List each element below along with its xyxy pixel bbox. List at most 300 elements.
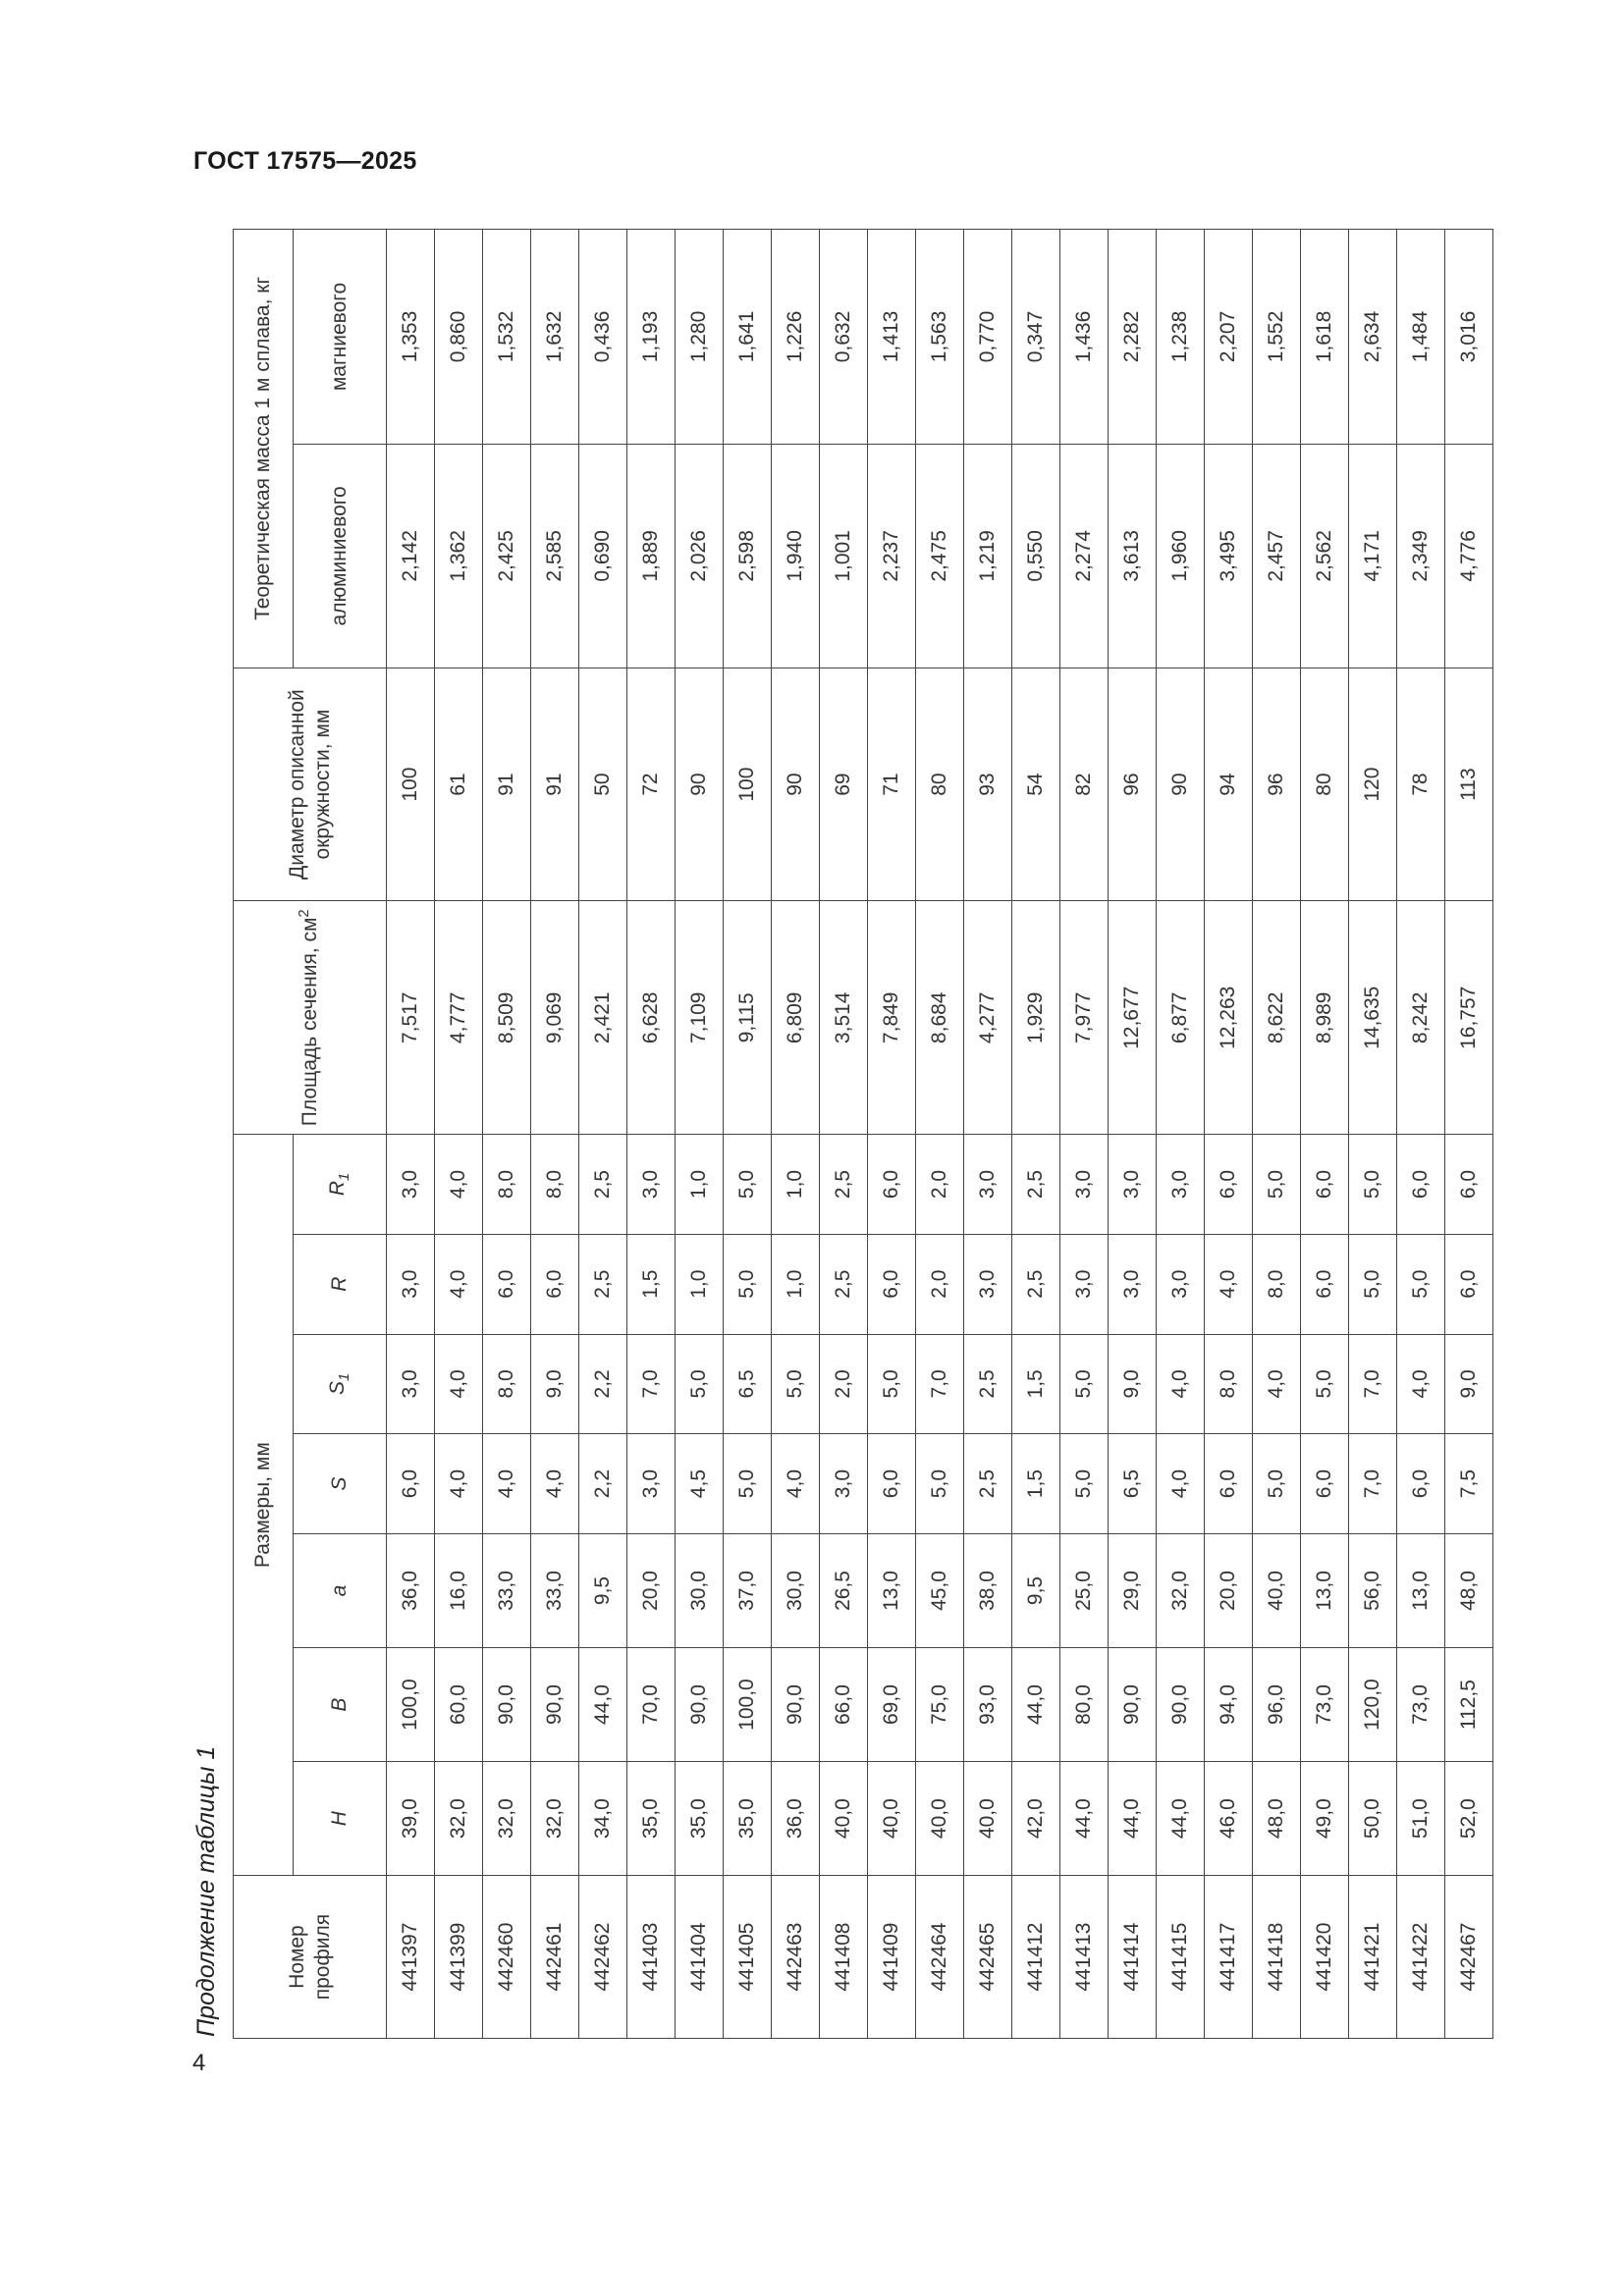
cell-mass-magnesium: 0,632	[820, 230, 868, 445]
cell-H: 35,0	[627, 1762, 676, 1876]
cell-R: 1,5	[627, 1234, 676, 1334]
cell-H: 40,0	[964, 1762, 1012, 1876]
cell-section-area: 16,757	[1445, 901, 1493, 1135]
cell-B: 100,0	[724, 1648, 772, 1762]
cell-mass-aluminium: 1,889	[627, 445, 676, 668]
cell-H: 36,0	[772, 1762, 820, 1876]
cell-mass-magnesium: 0,860	[435, 230, 483, 445]
cell-section-area: 8,989	[1301, 901, 1349, 1135]
cell-H: 52,0	[1445, 1762, 1493, 1876]
table-row	[435, 230, 483, 2039]
cell-S1: 3,0	[387, 1334, 435, 1434]
cell-B: 100,0	[387, 1648, 435, 1762]
cell-H: 35,0	[724, 1762, 772, 1876]
table-row	[916, 230, 964, 2039]
cell-R1: 2,5	[579, 1135, 627, 1235]
cell-R1: 6,0	[1301, 1135, 1349, 1235]
cell-H: 40,0	[868, 1762, 916, 1876]
cell-S: 6,0	[1205, 1434, 1253, 1534]
cell-mass-aluminium: 0,690	[579, 445, 627, 668]
cell-S: 5,0	[724, 1434, 772, 1534]
cell-R1: 8,0	[531, 1135, 579, 1235]
cell-S: 4,0	[531, 1434, 579, 1534]
header-dim-S1-base: S	[326, 1380, 350, 1395]
cell-R: 3,0	[1109, 1234, 1157, 1334]
cell-mass-magnesium: 1,280	[676, 230, 724, 445]
cell-H: 35,0	[676, 1762, 724, 1876]
cell-mass-magnesium: 1,193	[627, 230, 676, 445]
cell-B: 90,0	[1157, 1648, 1205, 1762]
cell-mass-aluminium: 3,495	[1205, 445, 1253, 668]
cell-a: 36,0	[387, 1533, 435, 1647]
cell-H: 44,0	[1157, 1762, 1205, 1876]
cell-B: 93,0	[964, 1648, 1012, 1762]
cell-profile-number: 441420	[1301, 1876, 1349, 2039]
cell-R1: 3,0	[627, 1135, 676, 1235]
cell-S: 5,0	[1253, 1434, 1301, 1534]
table-caption: Продолжение таблицы 1	[192, 1745, 220, 2037]
cell-mass-magnesium: 2,282	[1109, 230, 1157, 445]
cell-R: 3,0	[1157, 1234, 1205, 1334]
table-row	[387, 230, 435, 2039]
cell-mass-aluminium: 2,562	[1301, 445, 1349, 668]
cell-S1: 4,0	[435, 1334, 483, 1434]
cell-R: 6,0	[1301, 1234, 1349, 1334]
cell-B: 90,0	[676, 1648, 724, 1762]
cell-S1: 2,0	[820, 1334, 868, 1434]
cell-section-area: 4,277	[964, 901, 1012, 1135]
cell-R: 6,0	[868, 1234, 916, 1334]
cell-H: 32,0	[531, 1762, 579, 1876]
cell-mass-aluminium: 2,457	[1253, 445, 1301, 668]
cell-S: 2,2	[579, 1434, 627, 1534]
profile-data-table	[233, 229, 1493, 2039]
cell-B: 73,0	[1301, 1648, 1349, 1762]
cell-profile-number: 441399	[435, 1876, 483, 2039]
cell-mass-magnesium: 1,436	[1060, 230, 1109, 445]
cell-S1: 5,0	[1060, 1334, 1109, 1434]
cell-R1: 3,0	[1060, 1135, 1109, 1235]
page-number: 4	[192, 2050, 206, 2076]
cell-section-area: 7,977	[1060, 901, 1109, 1135]
table-row	[1301, 230, 1349, 2039]
cell-diameter: 71	[868, 667, 916, 901]
cell-R: 4,0	[435, 1234, 483, 1334]
cell-R: 6,0	[483, 1234, 531, 1334]
cell-S1: 4,0	[1157, 1334, 1205, 1434]
cell-profile-number: 441418	[1253, 1876, 1301, 2039]
cell-a: 56,0	[1349, 1533, 1397, 1647]
cell-B: 73,0	[1397, 1648, 1445, 1762]
cell-S1: 8,0	[1205, 1334, 1253, 1434]
cell-S1: 9,0	[1445, 1334, 1493, 1434]
header-dimensions-group: Размеры, мм	[234, 1135, 294, 1876]
cell-S1: 9,0	[531, 1334, 579, 1434]
cell-diameter: 96	[1109, 667, 1157, 901]
cell-section-area: 3,514	[820, 901, 868, 1135]
header-section-area	[234, 901, 387, 1135]
cell-mass-magnesium: 1,413	[868, 230, 916, 445]
cell-mass-aluminium: 1,362	[435, 445, 483, 668]
cell-section-area: 9,069	[531, 901, 579, 1135]
cell-H: 39,0	[387, 1762, 435, 1876]
cell-S1: 6,5	[724, 1334, 772, 1434]
cell-S1: 5,0	[772, 1334, 820, 1434]
cell-S: 4,0	[772, 1434, 820, 1534]
cell-S: 6,0	[868, 1434, 916, 1534]
cell-mass-magnesium: 2,634	[1349, 230, 1397, 445]
cell-section-area: 14,635	[1349, 901, 1397, 1135]
cell-section-area: 9,115	[724, 901, 772, 1135]
cell-diameter: 54	[1012, 667, 1060, 901]
cell-B: 60,0	[435, 1648, 483, 1762]
cell-H: 42,0	[1012, 1762, 1060, 1876]
cell-S: 4,0	[483, 1434, 531, 1534]
cell-mass-aluminium: 4,776	[1445, 445, 1493, 668]
cell-diameter: 50	[579, 667, 627, 901]
cell-section-area: 12,263	[1205, 901, 1253, 1135]
cell-H: 44,0	[1060, 1762, 1109, 1876]
header-dim-R: R	[294, 1234, 387, 1334]
table-container	[233, 229, 1481, 2039]
cell-S: 4,0	[435, 1434, 483, 1534]
rotated-table-frame	[233, 229, 1481, 2039]
cell-profile-number: 442465	[964, 1876, 1012, 2039]
cell-H: 32,0	[435, 1762, 483, 1876]
table-row	[772, 230, 820, 2039]
header-dim-S: S	[294, 1434, 387, 1534]
cell-R1: 6,0	[1397, 1135, 1445, 1235]
table-row	[676, 230, 724, 2039]
table-row	[1109, 230, 1157, 2039]
cell-section-area: 4,777	[435, 901, 483, 1135]
cell-diameter: 100	[387, 667, 435, 901]
cell-R1: 1,0	[676, 1135, 724, 1235]
cell-profile-number: 441415	[1157, 1876, 1205, 2039]
table-row	[1445, 230, 1493, 2039]
cell-diameter: 113	[1445, 667, 1493, 901]
cell-mass-magnesium: 1,563	[916, 230, 964, 445]
table-row	[579, 230, 627, 2039]
cell-mass-magnesium: 1,532	[483, 230, 531, 445]
cell-profile-number: 441414	[1109, 1876, 1157, 2039]
table-row	[1157, 230, 1205, 2039]
header-dim-R1-base: R	[326, 1180, 350, 1197]
cell-mass-aluminium: 0,550	[1012, 445, 1060, 668]
cell-B: 96,0	[1253, 1648, 1301, 1762]
cell-a: 25,0	[1060, 1533, 1109, 1647]
header-dim-a: a	[294, 1533, 387, 1647]
cell-mass-aluminium: 2,142	[387, 445, 435, 668]
cell-R: 5,0	[1349, 1234, 1397, 1334]
cell-diameter: 90	[772, 667, 820, 901]
cell-a: 30,0	[772, 1533, 820, 1647]
cell-mass-magnesium: 0,436	[579, 230, 627, 445]
cell-profile-number: 441417	[1205, 1876, 1253, 2039]
cell-R1: 5,0	[1253, 1135, 1301, 1235]
header-circumscribed-diameter: Диаметр описанной окружности, мм	[234, 667, 387, 901]
cell-H: 44,0	[1109, 1762, 1157, 1876]
cell-R: 3,0	[387, 1234, 435, 1334]
cell-S1: 1,5	[1012, 1334, 1060, 1434]
table-body	[387, 230, 1493, 2039]
cell-diameter: 80	[916, 667, 964, 901]
cell-S: 2,5	[964, 1434, 1012, 1534]
cell-diameter: 82	[1060, 667, 1109, 901]
cell-mass-magnesium: 2,207	[1205, 230, 1253, 445]
cell-R: 2,0	[916, 1234, 964, 1334]
table-row	[964, 230, 1012, 2039]
cell-section-area: 8,509	[483, 901, 531, 1135]
cell-R: 1,0	[676, 1234, 724, 1334]
cell-diameter: 90	[1157, 667, 1205, 901]
cell-R: 5,0	[1397, 1234, 1445, 1334]
cell-R: 3,0	[1060, 1234, 1109, 1334]
cell-R: 6,0	[1445, 1234, 1493, 1334]
cell-diameter: 90	[676, 667, 724, 901]
cell-profile-number: 442460	[483, 1876, 531, 2039]
cell-a: 30,0	[676, 1533, 724, 1647]
cell-profile-number: 442462	[579, 1876, 627, 2039]
cell-mass-aluminium: 1,940	[772, 445, 820, 668]
cell-a: 13,0	[1397, 1533, 1445, 1647]
cell-mass-magnesium: 1,484	[1397, 230, 1445, 445]
cell-B: 80,0	[1060, 1648, 1109, 1762]
cell-diameter: 94	[1205, 667, 1253, 901]
cell-B: 75,0	[916, 1648, 964, 1762]
header-mass-group: Теоретическая масса 1 м сплава, кг	[234, 230, 294, 668]
cell-B: 90,0	[531, 1648, 579, 1762]
cell-S: 1,5	[1012, 1434, 1060, 1534]
cell-S: 3,0	[820, 1434, 868, 1534]
cell-R1: 2,0	[916, 1135, 964, 1235]
cell-H: 34,0	[579, 1762, 627, 1876]
cell-profile-number: 442464	[916, 1876, 964, 2039]
cell-H: 50,0	[1349, 1762, 1397, 1876]
header-dim-H: H	[294, 1762, 387, 1876]
header-section-area-sup: 2	[297, 909, 313, 918]
cell-section-area: 8,242	[1397, 901, 1445, 1135]
cell-R1: 3,0	[1109, 1135, 1157, 1235]
cell-a: 9,5	[1012, 1533, 1060, 1647]
cell-mass-aluminium: 4,171	[1349, 445, 1397, 668]
cell-profile-number: 441409	[868, 1876, 916, 2039]
cell-B: 66,0	[820, 1648, 868, 1762]
cell-S1: 4,0	[1397, 1334, 1445, 1434]
cell-section-area: 7,109	[676, 901, 724, 1135]
cell-R: 2,5	[820, 1234, 868, 1334]
cell-S: 4,5	[676, 1434, 724, 1534]
cell-mass-magnesium: 1,618	[1301, 230, 1349, 445]
cell-mass-magnesium: 1,641	[724, 230, 772, 445]
cell-R1: 6,0	[868, 1135, 916, 1235]
cell-section-area: 6,628	[627, 901, 676, 1135]
cell-profile-number: 441421	[1349, 1876, 1397, 2039]
table-row	[1253, 230, 1301, 2039]
cell-diameter: 96	[1253, 667, 1301, 901]
cell-R1: 4,0	[435, 1135, 483, 1235]
cell-diameter: 69	[820, 667, 868, 901]
cell-mass-aluminium: 2,349	[1397, 445, 1445, 668]
cell-S: 6,5	[1109, 1434, 1157, 1534]
cell-H: 49,0	[1301, 1762, 1349, 1876]
cell-mass-magnesium: 1,632	[531, 230, 579, 445]
cell-B: 90,0	[772, 1648, 820, 1762]
cell-profile-number: 441404	[676, 1876, 724, 2039]
cell-S: 3,0	[627, 1434, 676, 1534]
cell-R1: 2,5	[820, 1135, 868, 1235]
cell-H: 51,0	[1397, 1762, 1445, 1876]
cell-mass-magnesium: 0,770	[964, 230, 1012, 445]
table-row	[1012, 230, 1060, 2039]
cell-S: 7,0	[1349, 1434, 1397, 1534]
cell-R1: 3,0	[964, 1135, 1012, 1235]
header-mass-magnesium: магниевого	[294, 230, 387, 445]
cell-section-area: 6,877	[1157, 901, 1205, 1135]
cell-B: 44,0	[1012, 1648, 1060, 1762]
cell-mass-magnesium: 1,226	[772, 230, 820, 445]
cell-mass-aluminium: 2,585	[531, 445, 579, 668]
cell-R: 1,0	[772, 1234, 820, 1334]
cell-diameter: 61	[435, 667, 483, 901]
cell-S1: 7,0	[1349, 1334, 1397, 1434]
cell-profile-number: 441413	[1060, 1876, 1109, 2039]
cell-diameter: 93	[964, 667, 1012, 901]
cell-a: 20,0	[1205, 1533, 1253, 1647]
cell-a: 33,0	[483, 1533, 531, 1647]
cell-a: 45,0	[916, 1533, 964, 1647]
cell-S1: 7,0	[916, 1334, 964, 1434]
cell-R: 6,0	[531, 1234, 579, 1334]
cell-B: 120,0	[1349, 1648, 1397, 1762]
cell-B: 94,0	[1205, 1648, 1253, 1762]
cell-profile-number: 441412	[1012, 1876, 1060, 2039]
cell-R1: 1,0	[772, 1135, 820, 1235]
cell-R1: 5,0	[1349, 1135, 1397, 1235]
cell-profile-number: 442463	[772, 1876, 820, 2039]
cell-section-area: 2,421	[579, 901, 627, 1135]
cell-S1: 2,2	[579, 1334, 627, 1434]
cell-section-area: 12,677	[1109, 901, 1157, 1135]
cell-S1: 7,0	[627, 1334, 676, 1434]
cell-mass-aluminium: 2,598	[724, 445, 772, 668]
document-title: ГОСТ 17575—2025	[193, 147, 417, 175]
cell-R1: 6,0	[1445, 1135, 1493, 1235]
cell-mass-magnesium: 1,238	[1157, 230, 1205, 445]
cell-R: 3,0	[964, 1234, 1012, 1334]
cell-mass-magnesium: 1,353	[387, 230, 435, 445]
cell-diameter: 91	[531, 667, 579, 901]
cell-R1: 5,0	[724, 1135, 772, 1235]
cell-S: 6,0	[387, 1434, 435, 1534]
header-profile-number: Номер профиля	[234, 1876, 387, 2039]
cell-R1: 3,0	[1157, 1135, 1205, 1235]
cell-S: 6,0	[1397, 1434, 1445, 1534]
cell-a: 26,5	[820, 1533, 868, 1647]
cell-S1: 9,0	[1109, 1334, 1157, 1434]
cell-section-area: 8,622	[1253, 901, 1301, 1135]
cell-H: 40,0	[820, 1762, 868, 1876]
cell-R: 5,0	[724, 1234, 772, 1334]
table-row	[531, 230, 579, 2039]
cell-S: 7,5	[1445, 1434, 1493, 1534]
cell-a: 48,0	[1445, 1533, 1493, 1647]
cell-R1: 3,0	[387, 1135, 435, 1235]
cell-section-area: 8,684	[916, 901, 964, 1135]
cell-R: 8,0	[1253, 1234, 1301, 1334]
cell-mass-aluminium: 1,960	[1157, 445, 1205, 668]
cell-B: 69,0	[868, 1648, 916, 1762]
cell-B: 90,0	[483, 1648, 531, 1762]
cell-R: 2,5	[579, 1234, 627, 1334]
table-row	[1349, 230, 1397, 2039]
cell-diameter: 80	[1301, 667, 1349, 901]
cell-a: 16,0	[435, 1533, 483, 1647]
cell-mass-aluminium: 2,026	[676, 445, 724, 668]
cell-diameter: 91	[483, 667, 531, 901]
header-dim-R1-sub: 1	[337, 1172, 353, 1181]
table-row	[868, 230, 916, 2039]
cell-section-area: 1,929	[1012, 901, 1060, 1135]
cell-mass-aluminium: 1,219	[964, 445, 1012, 668]
cell-a: 38,0	[964, 1533, 1012, 1647]
cell-H: 32,0	[483, 1762, 531, 1876]
cell-diameter: 120	[1349, 667, 1397, 901]
table-row	[1060, 230, 1109, 2039]
cell-S1: 2,5	[964, 1334, 1012, 1434]
cell-profile-number: 441397	[387, 1876, 435, 2039]
cell-S: 6,0	[1301, 1434, 1349, 1534]
cell-H: 48,0	[1253, 1762, 1301, 1876]
cell-profile-number: 442461	[531, 1876, 579, 2039]
cell-S1: 5,0	[676, 1334, 724, 1434]
cell-section-area: 7,849	[868, 901, 916, 1135]
cell-profile-number: 441403	[627, 1876, 676, 2039]
cell-a: 32,0	[1157, 1533, 1205, 1647]
cell-diameter: 100	[724, 667, 772, 901]
header-dim-S1	[294, 1334, 387, 1434]
cell-mass-aluminium: 2,425	[483, 445, 531, 668]
table-row	[627, 230, 676, 2039]
cell-a: 40,0	[1253, 1533, 1301, 1647]
cell-mass-aluminium: 3,613	[1109, 445, 1157, 668]
cell-a: 20,0	[627, 1533, 676, 1647]
header-dim-R1	[294, 1135, 387, 1235]
table-row	[724, 230, 772, 2039]
cell-H: 46,0	[1205, 1762, 1253, 1876]
cell-S1: 5,0	[868, 1334, 916, 1434]
cell-mass-aluminium: 2,237	[868, 445, 916, 668]
table-row	[483, 230, 531, 2039]
table-row	[1205, 230, 1253, 2039]
cell-profile-number: 441405	[724, 1876, 772, 2039]
cell-diameter: 78	[1397, 667, 1445, 901]
cell-B: 70,0	[627, 1648, 676, 1762]
cell-R: 2,5	[1012, 1234, 1060, 1334]
cell-a: 13,0	[1301, 1533, 1349, 1647]
cell-a: 33,0	[531, 1533, 579, 1647]
header-dim-S1-sub: 1	[337, 1372, 353, 1381]
cell-profile-number: 441422	[1397, 1876, 1445, 2039]
cell-S: 5,0	[1060, 1434, 1109, 1534]
cell-R1: 2,5	[1012, 1135, 1060, 1235]
header-dim-B: B	[294, 1648, 387, 1762]
cell-S1: 5,0	[1301, 1334, 1349, 1434]
cell-a: 9,5	[579, 1533, 627, 1647]
cell-mass-magnesium: 3,016	[1445, 230, 1493, 445]
cell-S1: 4,0	[1253, 1334, 1301, 1434]
header-section-area-text: Площадь сечения, см	[298, 917, 322, 1127]
